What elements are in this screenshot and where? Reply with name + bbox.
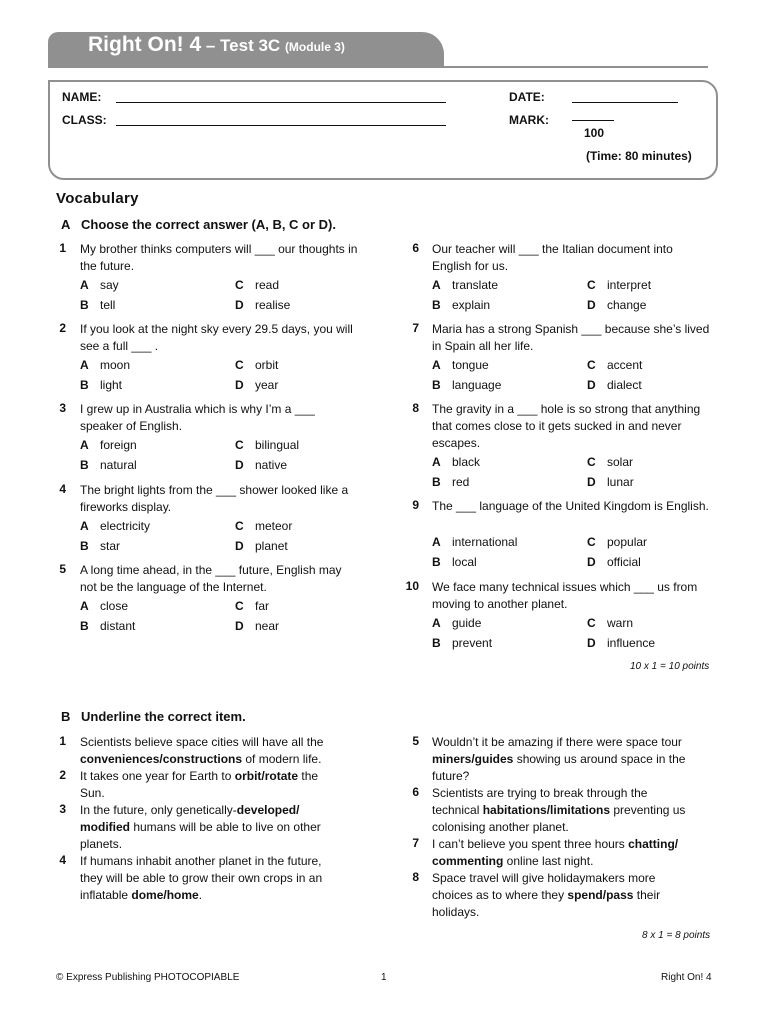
option-text: international	[452, 535, 518, 549]
option-text: moon	[100, 358, 131, 372]
section-a-points: 10 x 1 = 10 points	[630, 661, 710, 672]
option-letter: B	[432, 636, 441, 650]
option-a[interactable]	[80, 519, 150, 533]
option-a[interactable]	[432, 616, 481, 630]
item-sentence	[80, 802, 342, 853]
question-text: My brother thinks computers will ___ our thoughts in the future.	[80, 242, 358, 273]
question-number: 10	[405, 579, 419, 593]
option-b[interactable]	[80, 458, 137, 472]
sentence-part: Scientists believe space cities will have all the	[80, 735, 324, 749]
question-text: If you look at the night sky every 29.5 days, you will see a full ___ .	[80, 322, 353, 353]
time-note: (Time: 80 minutes)	[586, 149, 692, 163]
option-text: official	[607, 555, 641, 569]
item-sentence	[80, 734, 342, 768]
question-text: We face many technical issues which ___ us from moving to another planet.	[432, 580, 698, 611]
option-letter: A	[432, 455, 441, 469]
choice-words[interactable]: chatting/ commenting	[432, 837, 679, 868]
option-d[interactable]	[235, 539, 288, 553]
choice-words[interactable]: developed/ modified	[80, 803, 300, 834]
question-number: 4	[59, 482, 66, 496]
option-text: year	[255, 378, 279, 392]
option-letter: A	[80, 358, 89, 372]
option-text: natural	[100, 458, 137, 472]
option-letter: C	[235, 599, 244, 613]
question-number: 7	[412, 321, 419, 335]
option-text: say	[100, 278, 119, 292]
sentence-part: It takes one year for Earth to	[80, 769, 235, 783]
option-text: warn	[607, 616, 634, 630]
option-text: meteor	[255, 519, 293, 533]
mark-label: MARK:	[509, 113, 549, 127]
option-text: electricity	[100, 519, 151, 533]
option-b[interactable]	[432, 555, 477, 569]
sentence-part: humans will be able to live on other planets.	[80, 820, 321, 851]
question-number: 8	[412, 401, 419, 415]
option-b[interactable]	[432, 378, 501, 392]
item-sentence	[432, 836, 694, 870]
item-number: 6	[412, 785, 419, 799]
option-text: solar	[607, 455, 634, 469]
option-text: lunar	[607, 475, 634, 489]
option-letter: A	[80, 438, 89, 452]
item-number: 2	[59, 768, 66, 782]
header-rule	[444, 66, 708, 68]
item-number: 1	[59, 734, 66, 748]
option-text: black	[452, 455, 481, 469]
choice-words[interactable]: dome/home	[131, 888, 199, 902]
sentence-part: If humans inhabit another planet in the future, they will be able to grow their own crops in an inflatable	[80, 854, 323, 902]
page-title: Right On! 4 – Test 3C (Module 3)	[88, 33, 345, 56]
option-letter: C	[587, 455, 596, 469]
item-number: 3	[59, 802, 66, 816]
option-letter: A	[432, 278, 441, 292]
option-text: change	[607, 298, 647, 312]
option-text: close	[100, 599, 129, 613]
question-number: 1	[59, 241, 66, 255]
sentence-part: Wouldn’t it be amazing if there were space tour	[432, 735, 682, 749]
option-letter: C	[235, 438, 244, 452]
option-text: dialect	[607, 378, 642, 392]
option-text: near	[255, 619, 280, 633]
sentence-part: In the future, only genetically-	[80, 803, 237, 817]
section-a-instruction: A Choose the correct answer (A, B, C or D).	[61, 217, 336, 232]
option-letter: D	[235, 458, 244, 472]
option-letter: B	[432, 475, 441, 489]
option-text: interpret	[607, 278, 652, 292]
option-b[interactable]	[80, 619, 135, 633]
option-d[interactable]	[587, 475, 634, 489]
option-text: read	[255, 278, 280, 292]
option-letter: D	[235, 539, 244, 553]
class-label: CLASS:	[62, 113, 107, 127]
date-label: DATE:	[509, 90, 545, 104]
option-letter: B	[432, 298, 441, 312]
option-b[interactable]	[80, 298, 115, 312]
option-d[interactable]	[235, 298, 290, 312]
date-field[interactable]	[572, 92, 678, 103]
option-text: far	[255, 599, 270, 613]
option-text: distant	[100, 619, 136, 633]
option-a[interactable]	[80, 358, 130, 372]
option-letter: B	[80, 539, 89, 553]
item-sentence	[432, 734, 694, 785]
option-c[interactable]	[235, 599, 269, 613]
option-d[interactable]	[587, 636, 655, 650]
option-letter: C	[587, 616, 596, 630]
option-c[interactable]	[587, 358, 642, 372]
option-letter: A	[432, 616, 441, 630]
option-d[interactable]	[235, 458, 287, 472]
question-number: 5	[59, 562, 66, 576]
choice-words[interactable]: miners/guides	[432, 752, 514, 766]
option-letter: A	[80, 519, 89, 533]
option-letter: B	[432, 378, 441, 392]
choice-words[interactable]: conveniences/constructions	[80, 752, 243, 766]
option-b[interactable]	[432, 475, 469, 489]
question-text: Maria has a strong Spanish ___ because she’s lived in Spain all her life.	[432, 322, 710, 353]
option-a[interactable]	[80, 438, 137, 452]
option-text: explain	[452, 298, 491, 312]
option-letter: C	[235, 358, 244, 372]
option-a[interactable]	[80, 599, 128, 613]
question-text: A long time ahead, in the ___ future, English may not be the language of the Internet.	[80, 563, 342, 594]
sentence-part: online last night.	[503, 854, 594, 868]
option-text: realise	[255, 298, 291, 312]
option-letter: D	[587, 475, 596, 489]
option-text: orbit	[255, 358, 279, 372]
option-a[interactable]	[432, 455, 480, 469]
option-a[interactable]	[432, 535, 517, 549]
option-letter: A	[80, 599, 89, 613]
question-text: The ___ language of the United Kingdom is English.	[432, 499, 709, 513]
choice-words[interactable]: spend/pass	[567, 888, 634, 902]
question-number: 3	[59, 401, 66, 415]
option-text: popular	[607, 535, 648, 549]
sentence-part: Scientists are trying to break through the technical	[432, 786, 648, 817]
option-letter: D	[587, 298, 596, 312]
option-b[interactable]	[432, 298, 490, 312]
option-text: tongue	[452, 358, 489, 372]
option-letter: A	[432, 358, 441, 372]
option-text: accent	[607, 358, 643, 372]
question-text: The gravity in a ___ hole is so strong that anything that comes close to it gets sucked in and never escapes.	[432, 402, 701, 450]
question-text: Our teacher will ___ the Italian document into English for us.	[432, 242, 673, 273]
option-letter: C	[235, 519, 244, 533]
mark-total: 100	[584, 126, 605, 140]
name-label: NAME:	[62, 90, 102, 104]
option-text: red	[452, 475, 470, 489]
choice-words[interactable]: orbit/rotate	[234, 769, 299, 783]
option-text: foreign	[100, 438, 137, 452]
item-sentence	[432, 870, 694, 921]
option-text: bilingual	[255, 438, 300, 452]
option-text: guide	[452, 616, 482, 630]
option-c[interactable]	[587, 278, 651, 292]
question-number: 9	[412, 498, 419, 512]
option-text: prevent	[452, 636, 493, 650]
option-letter: B	[432, 555, 441, 569]
option-a[interactable]	[80, 278, 119, 292]
sentence-part: preventing us colonising another planet.	[432, 803, 686, 834]
option-text: language	[452, 378, 502, 392]
section-b-points: 8 x 1 = 8 points	[642, 930, 711, 941]
option-letter: A	[432, 535, 441, 549]
option-letter: B	[80, 458, 89, 472]
option-letter: C	[235, 278, 244, 292]
option-letter: D	[587, 636, 596, 650]
option-letter: C	[587, 358, 596, 372]
option-letter: C	[587, 535, 596, 549]
option-d[interactable]	[587, 298, 646, 312]
option-letter: B	[80, 619, 89, 633]
option-letter: D	[587, 378, 596, 392]
class-field[interactable]	[116, 115, 446, 126]
option-letter: B	[80, 378, 89, 392]
question-number: 2	[59, 321, 66, 335]
option-text: light	[100, 378, 123, 392]
question-number: 6	[412, 241, 419, 255]
item-number: 5	[412, 734, 419, 748]
item-number: 4	[59, 853, 66, 867]
option-c[interactable]	[235, 278, 279, 292]
item-sentence	[432, 785, 694, 836]
question-text: The bright lights from the ___ shower looked like a fireworks display.	[80, 483, 349, 514]
option-letter: B	[80, 298, 89, 312]
option-c[interactable]	[235, 358, 278, 372]
sentence-part: I can’t believe you spent three hours	[432, 837, 629, 851]
option-a[interactable]	[432, 358, 489, 372]
option-letter: C	[587, 278, 596, 292]
sentence-part: the Sun.	[80, 769, 319, 800]
section-b-instruction: B Underline the correct item.	[61, 709, 246, 724]
option-c[interactable]	[587, 616, 633, 630]
option-d[interactable]	[587, 378, 642, 392]
choice-words[interactable]: habitations/limitations	[482, 803, 611, 817]
option-text: tell	[100, 298, 116, 312]
sentence-part: showing us around space in the future?	[432, 752, 686, 783]
item-sentence	[80, 768, 342, 802]
option-b[interactable]	[80, 378, 122, 392]
option-text: native	[255, 458, 288, 472]
option-a[interactable]	[432, 278, 498, 292]
option-b[interactable]	[80, 539, 120, 553]
option-b[interactable]	[432, 636, 492, 650]
option-text: translate	[452, 278, 499, 292]
option-d[interactable]	[235, 619, 279, 633]
footer-copyright: © Express Publishing PHOTOCOPIABLE	[56, 972, 240, 983]
option-text: local	[452, 555, 477, 569]
sentence-part: their holidays.	[432, 888, 661, 919]
option-letter: D	[235, 298, 244, 312]
option-d[interactable]	[235, 378, 278, 392]
option-letter: D	[235, 378, 244, 392]
option-letter: D	[587, 555, 596, 569]
item-number: 8	[412, 870, 419, 884]
mark-field[interactable]	[572, 110, 614, 121]
option-c[interactable]	[587, 535, 647, 549]
option-c[interactable]	[235, 519, 292, 533]
sentence-part: of modern life.	[242, 752, 322, 766]
option-text: planet	[255, 539, 288, 553]
vocabulary-heading: Vocabulary	[56, 190, 139, 207]
option-d[interactable]	[587, 555, 641, 569]
option-c[interactable]	[235, 438, 299, 452]
footer-book-title: Right On! 4	[661, 972, 712, 983]
question-text: I grew up in Australia which is why I’m a ___ speaker of English.	[80, 402, 315, 433]
sentence-part: Space travel will give holidaymakers more choices as to where they	[432, 871, 656, 902]
option-letter: A	[80, 278, 89, 292]
item-number: 7	[412, 836, 419, 850]
option-text: star	[100, 539, 121, 553]
footer-page-number: 1	[381, 972, 387, 983]
option-letter: D	[235, 619, 244, 633]
name-field[interactable]	[116, 92, 446, 103]
item-sentence	[80, 853, 342, 904]
option-c[interactable]	[587, 455, 633, 469]
option-text: influence	[607, 636, 656, 650]
sentence-part: .	[198, 888, 203, 902]
